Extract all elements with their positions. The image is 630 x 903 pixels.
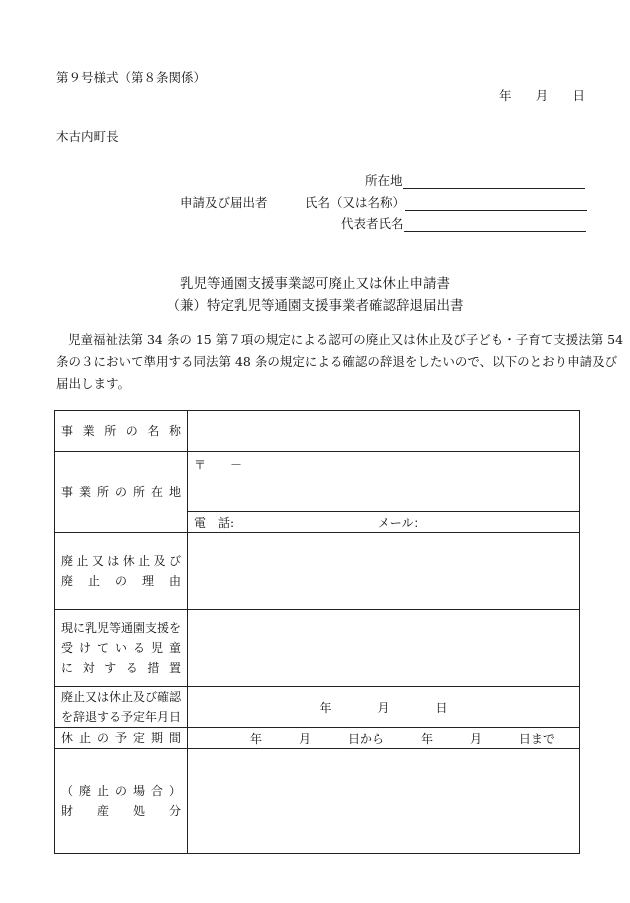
suspension-period-field[interactable] bbox=[188, 728, 580, 749]
submission-date bbox=[499, 86, 585, 104]
from-day: 日から bbox=[347, 731, 384, 746]
measures-label: 現に乳児等通園支援を 受 け て い る 児 童 に 対 す る 措 置 bbox=[55, 610, 188, 687]
date-year-label: 年 bbox=[499, 88, 512, 103]
rep-label: 代表者氏名 bbox=[341, 216, 404, 231]
rep-blank[interactable] bbox=[404, 218, 586, 232]
contact-field[interactable] bbox=[188, 512, 580, 533]
from-year: 年 bbox=[250, 731, 263, 746]
suspension-period-label: 休 止 の 予 定 期 間 bbox=[55, 728, 188, 749]
applicant-role-label: 申請及び届出者 bbox=[180, 195, 268, 210]
phone-label: 電 話: bbox=[194, 515, 235, 530]
location-label: 所在地 bbox=[365, 173, 403, 188]
facility-address-label: 事 業 所 の 所 在 地 bbox=[55, 452, 188, 533]
document-title-line1: 乳児等通園支援事業認可廃止又は休止申請書 bbox=[180, 276, 450, 292]
planned-month: 月 bbox=[377, 700, 390, 715]
location-blank[interactable] bbox=[403, 175, 585, 189]
reason-field[interactable] bbox=[188, 533, 580, 610]
body-text-line2: 条の３において準用する同法第 48 条の規定による確認の辞退をしたいので、以下のとおり申請及び bbox=[56, 354, 618, 369]
property-disposal-field[interactable] bbox=[188, 749, 580, 854]
applicant-location-row bbox=[365, 171, 585, 189]
form-number: 第９号様式（第８条関係） bbox=[56, 70, 207, 85]
planned-date-label: 廃止又は休止及び確認 を辞退する予定年月日 bbox=[55, 687, 188, 728]
application-form-table bbox=[54, 410, 580, 854]
addressee: 木古内町長 bbox=[56, 129, 119, 144]
planned-year: 年 bbox=[319, 700, 332, 715]
to-month: 月 bbox=[469, 731, 482, 746]
facility-name-label: 事 業 所 の 名 称 bbox=[55, 411, 188, 452]
document-title-line2: （兼）特定乳児等通園支援事業者確認辞退届出書 bbox=[166, 298, 464, 314]
date-day-label: 日 bbox=[572, 88, 585, 103]
planned-date-field[interactable] bbox=[188, 687, 580, 728]
measures-field[interactable] bbox=[188, 610, 580, 687]
reason-label: 廃止又は休止及び 廃 止 の 理 由 bbox=[55, 533, 188, 610]
to-year: 年 bbox=[420, 731, 433, 746]
name-label: 氏名（又は名称） bbox=[305, 195, 406, 210]
facility-address-field[interactable] bbox=[188, 452, 580, 512]
name-blank[interactable] bbox=[405, 197, 587, 211]
body-text-line3: 届出します。 bbox=[56, 376, 131, 391]
to-day: 日まで bbox=[518, 731, 555, 746]
applicant-name-row bbox=[305, 193, 587, 211]
postal-mark: 〒 － bbox=[194, 458, 243, 472]
date-month-label: 月 bbox=[535, 88, 549, 103]
facility-name-field[interactable] bbox=[188, 411, 580, 452]
email-label: メール： bbox=[377, 515, 426, 530]
from-month: 月 bbox=[298, 731, 311, 746]
property-disposal-label: （ 廃 止 の 場 合 ） 財 産 処 分 bbox=[55, 749, 188, 854]
planned-day: 日 bbox=[435, 700, 448, 715]
applicant-rep-row bbox=[341, 214, 586, 232]
body-text-line1: 児童福祉法第 34 条の 15 第７項の規定による認可の廃止又は休止及び子ども・子育て支援法第 54 bbox=[68, 332, 624, 347]
